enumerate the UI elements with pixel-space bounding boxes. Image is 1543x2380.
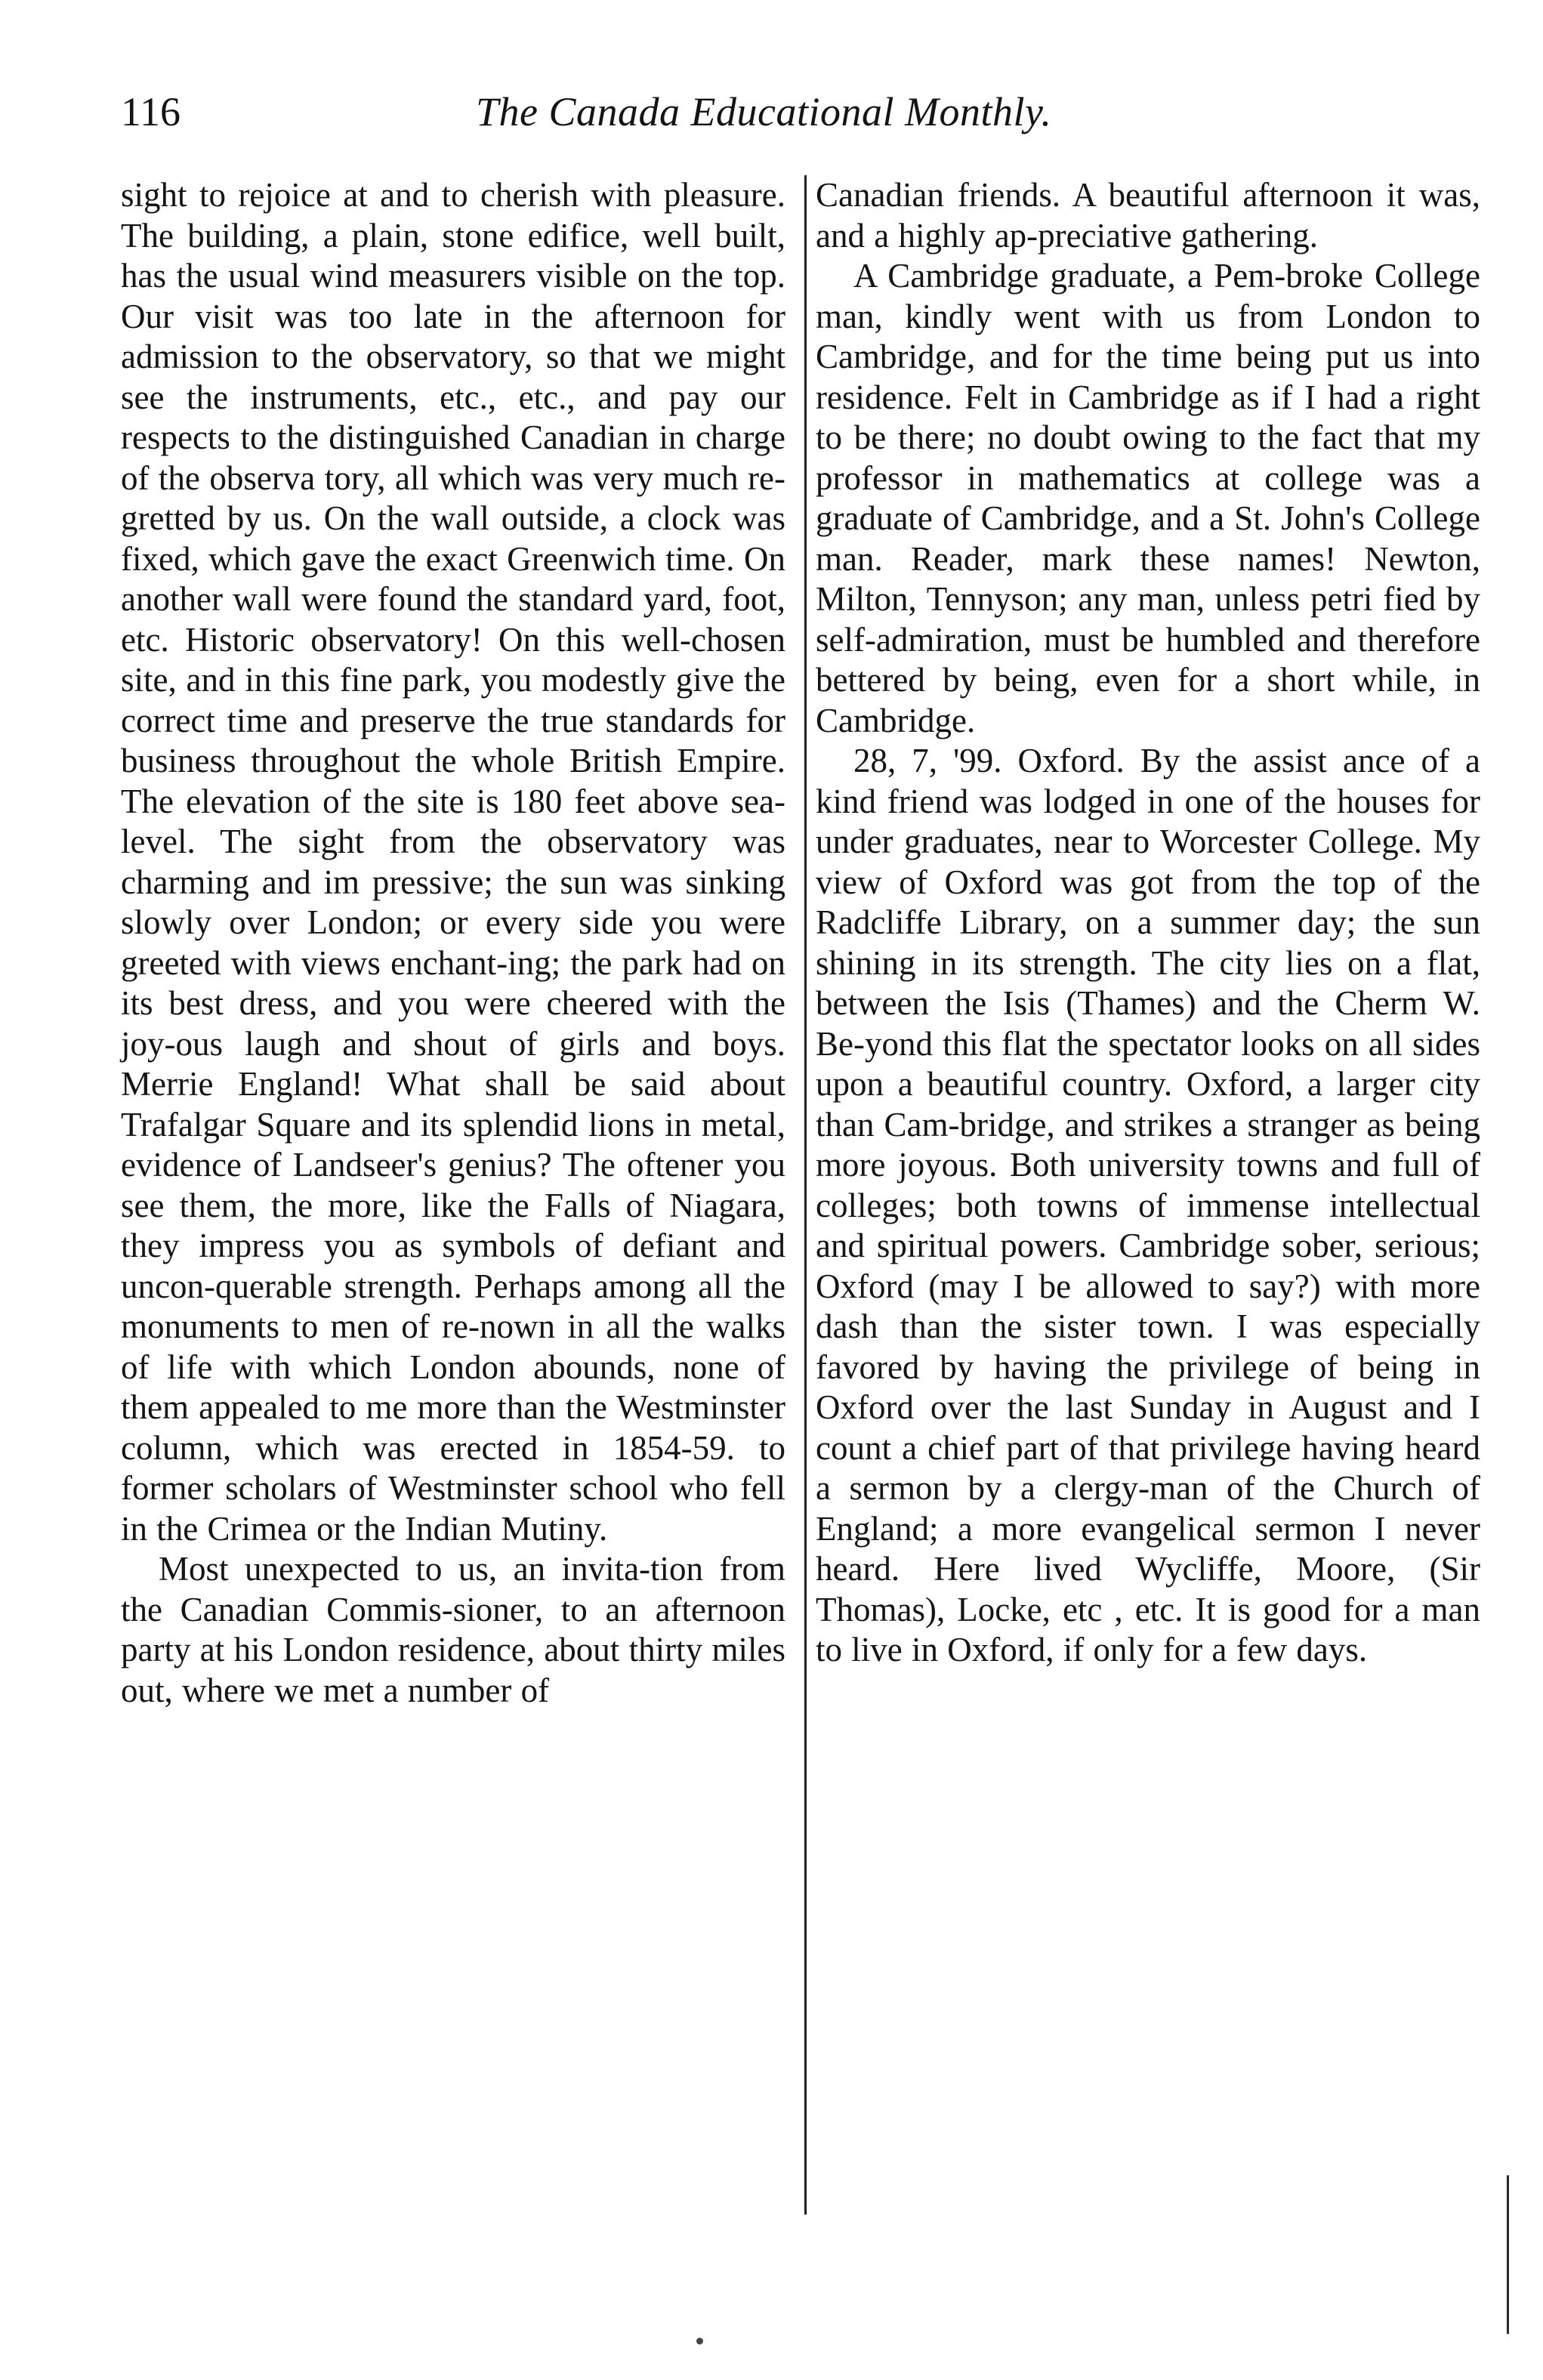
left-column <box>121 175 785 1711</box>
left-paragraph-1: sight to rejoice at and to cherish with pleasure. The building, a plain, stone edifice, well built, has the usual wind measurers visible on the top. Our visit was too late in the afternoon for admission to the observatory, so that we might see the instruments, etc., etc., and pay our respects to the distinguished Canadian in charge of the observa tory, all which was very much re-gretted by us. On the wall outside, a clock was fixed, which gave the exact Greenwich time. On another wall were found the standard yard, foot, etc. Historic observatory! On this well-chosen site, and in this fine park, you modestly give the correct time and preserve the true standards for business throughout the whole British Empire. The elevation of the site is 180 feet above sea-level. The sight from the observatory was charming and im pressive; the sun was sinking slowly over London; or every side you were greeted with views enchant-ing; the park had on its best dress, and you were cheered with the joy-ous laugh and shout of girls and boys. Merrie England! What shall be said about Trafalgar Square and its splendid lions in metal, evidence of Landseer's genius? The oftener you see them, the more, like the Falls of Niagara, they impress you as symbols of defiant and uncon-querable strength. Perhaps among all the monuments to men of re-nown in all the walks of life with which London abounds, none of them appealed to me more than the Westminster column, which was erected in 1854-59. to former scholars of Westminster school who fell in the Crimea or the Indian Mutiny. <box>121 176 785 1548</box>
page-number: 116 <box>121 89 181 134</box>
running-title: The Canada Educational Monthly. <box>476 89 1052 134</box>
text-columns <box>121 175 1480 2230</box>
right-paragraph-3: 28, 7, '99. Oxford. By the assist ance of a kind friend was lodged in one of the houses for under graduates, near to Worcester College. My view of Oxford was got from the top of the Radcliffe Library, on a summer day; the sun shining in its strength. The city lies on a flat, between the Isis (Thames) and the Cherm W. Be-yond this flat the spectator looks on all sides upon a beautiful country. Oxford, a larger city than Cam-bridge, and strikes a stranger as being more joyous. Both university towns and full of colleges; both towns of immense intellectual and spiritual powers. Cambridge sober, serious; Oxford (may I be allowed to say?) with more dash than the sister town. I was especially favored by having the privilege of being in Oxford over the last Sunday in August and I count a chief part of that privilege having heard a sermon by a clergy-man of the Church of England; a more evangelical sermon I never heard. Here lived Wycliffe, Moore, (Sir Thomas), Locke, etc , etc. It is good for a man to live in Oxford, if only for a few days. <box>816 742 1480 1668</box>
left-paragraph-2: Most unexpected to us, an invita-tion from the Canadian Commis-sioner, to an afternoon party at his London residence, about thirty miles out, where we met a number of <box>121 1550 785 1709</box>
scan-speck <box>696 2338 703 2345</box>
right-column <box>816 175 1480 1671</box>
right-paragraph-1: Canadian friends. A beautiful afternoon it was, and a highly ap-preciative gathering. <box>816 176 1480 255</box>
right-paragraph-2: A Cambridge graduate, a Pem-broke College man, kindly went with us from London to Cambridge, and for the time being put us into residence. Felt in Cambridge as if I had a right to be there; no doubt owing to the fact that my professor in mathematics at college was a graduate of Cambridge, and a St. John's College man. Reader, mark these names! Newton, Milton, Tennyson; any man, unless petri fied by self-admiration, must be humbled and therefore bettered by being, even for a short while, in Cambridge. <box>816 257 1480 739</box>
page-header <box>121 82 1473 142</box>
scan-edge-mark <box>1507 2175 1509 2334</box>
